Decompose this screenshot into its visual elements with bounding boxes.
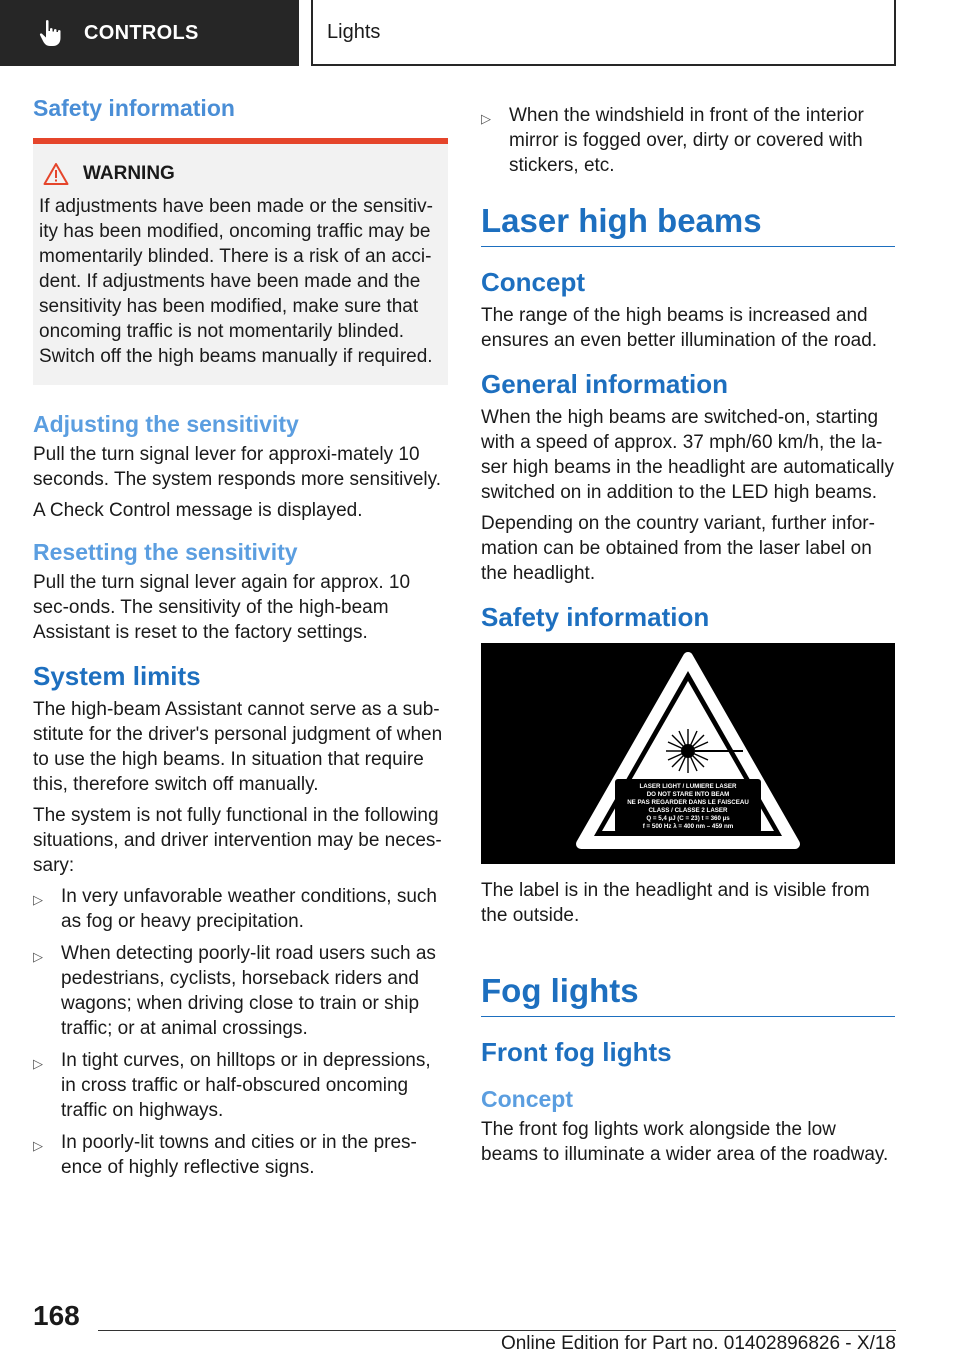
bullet-triangle-icon: ▷ <box>33 1056 43 1071</box>
limits-list <box>33 884 448 1180</box>
limits-paragraph-1: The high-beam Assistant cannot serve as a sub-stitute for the driver's personal judgment of when to use the high beams. In situation that require this, therefore switch off manually. <box>33 699 443 795</box>
front-fog-heading: Front fog lights <box>481 1037 672 1067</box>
safety-heading: Safety information <box>33 95 235 121</box>
warning-triangle-icon <box>43 162 69 186</box>
bullet-triangle-icon: ▷ <box>481 111 491 126</box>
fog-heading: Fog lights <box>481 972 895 1017</box>
laser-label-image <box>481 643 895 864</box>
laser-heading: Laser high beams <box>481 202 895 247</box>
fog-concept-heading: Concept <box>481 1086 573 1112</box>
adjust-paragraph-2: A Check Control message is displayed. <box>33 500 363 521</box>
general-paragraph-1: When the high beams are switched-on, starting with a speed of approx. 37 mph/60 km/h, the la-ser high beams in the headlight are automatically switched on in addition to the LED high beams. <box>481 407 894 503</box>
reset-heading: Resetting the sensitivity <box>33 539 298 565</box>
hand-pointer-icon <box>38 19 64 47</box>
bullet-triangle-icon: ▷ <box>33 949 43 964</box>
footer-divider <box>98 1330 896 1331</box>
page-header <box>0 0 960 66</box>
list-item: ▷ When detecting poorly-lit road users such as pedestrians, cyclists, horseback riders and wagons; when driving close to train or ship traffic; or at animal crossings. <box>33 943 436 1039</box>
adjust-paragraph-1: Pull the turn signal lever for approxi-mately 10 seconds. The system responds more sensitively. <box>33 444 441 490</box>
label-line: LASER LIGHT / LUMIERE LASER <box>639 783 737 790</box>
label-line: DO NOT STARE INTO BEAM <box>646 791 730 798</box>
edition-footer: Online Edition for Part no. 01402896826 - X/18 <box>500 1333 896 1354</box>
label-line: CLASS / CLASSE 2 LASER <box>648 807 728 814</box>
page-number: 168 <box>33 1300 80 1331</box>
general-paragraph-2: Depending on the country variant, further infor-mation can be obtained from the laser label on the headlight. <box>481 513 875 584</box>
left-column <box>33 95 448 1187</box>
general-heading: General information <box>481 369 729 399</box>
warning-text: If adjustments have been made or the sensitiv-ity has been modified, oncoming traffic may be momentarily blinded. There is a risk of an acci-dent. If adjustments have been made and the sensitivity has been modified, make sure that oncoming traffic is not momentarily blinded. Switch off the high beams manually if required. <box>39 196 433 367</box>
section-tab[interactable] <box>0 0 299 66</box>
warning-label: WARNING <box>83 163 175 184</box>
list-item: ▷ In very unfavorable weather conditions, such as fog or heavy precipitation. <box>33 886 437 932</box>
continued-list <box>481 103 895 178</box>
reset-paragraph: Pull the turn signal lever again for approx. 10 sec-onds. The sensitivity of the high-beam Assistant is reset to the factory settings. <box>33 572 411 643</box>
concept-heading: Concept <box>481 267 585 297</box>
label-line: NE PAS REGARDER DANS LE FAISCEAU <box>627 799 749 806</box>
concept-paragraph: The range of the high beams is increased and ensures an even better illumination of the road. <box>481 305 878 351</box>
label-caption: The label is in the headlight and is visible from the outside. <box>481 880 870 926</box>
safety-heading-right: Safety information <box>481 602 710 632</box>
warning-box <box>33 138 448 385</box>
bullet-triangle-icon: ▷ <box>33 1138 43 1153</box>
label-line: Q = 5,4 µJ (C = 23) t = 360 µs <box>646 815 730 822</box>
list-item: ▷ In poorly-lit towns and cities or in the pres-ence of highly reflective signs. <box>33 1132 417 1178</box>
limits-paragraph-2: The system is not fully functional in the following situations, and driver intervention may be neces-sary: <box>33 805 442 876</box>
list-item: ▷ In tight curves, on hilltops or in depressions, in cross traffic or half-obscured oncoming traffic on highways. <box>33 1050 431 1121</box>
right-column <box>481 103 895 1173</box>
bullet-triangle-icon: ▷ <box>33 892 43 907</box>
fog-concept-paragraph: The front fog lights work alongside the low beams to illuminate a wider area of the roadway. <box>481 1119 889 1165</box>
chapter-title: Lights <box>311 0 896 66</box>
label-line: f = 500 Hz λ = 400 nm – 459 nm <box>642 823 734 830</box>
warning-header <box>39 162 438 186</box>
section-label: CONTROLS <box>84 21 199 44</box>
limits-heading: System limits <box>33 661 201 691</box>
adjust-heading: Adjusting the sensitivity <box>33 411 299 437</box>
list-item: ▷ When the windshield in front of the interior mirror is fogged over, dirty or covered with stickers, etc. <box>481 105 864 176</box>
